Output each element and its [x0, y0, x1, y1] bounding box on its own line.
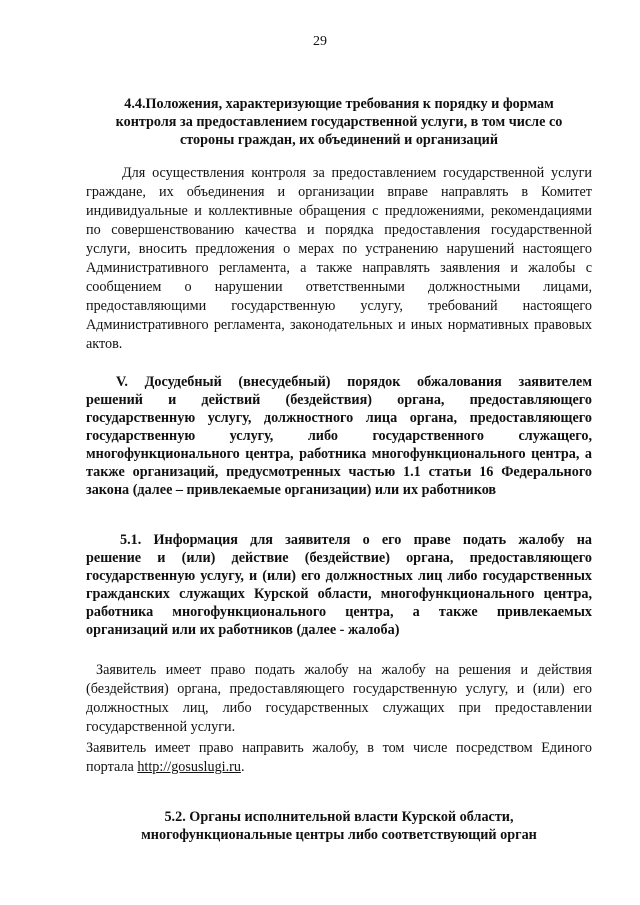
sentence-end: . [240, 759, 245, 775]
title-line: 5.1. Информация для заявителя о его праве подать жалобу на [120, 532, 592, 548]
section-5-1-title [86, 531, 592, 639]
portal-label: портала [86, 759, 138, 775]
title-line: 4.4.Положения, характеризующие требования к порядку и формам [124, 96, 554, 112]
paragraph-line: (бездействия) органа, предоставляющего государственную услугу, и (или) его [86, 681, 592, 697]
section-4-4-title [86, 95, 592, 149]
portal-link[interactable]: http://gosuslugi.ru [137, 759, 241, 775]
paragraph-line: сообщением о нарушении ответственными должностными лицами, [86, 279, 592, 295]
title-line: стороны граждан, их объединений и организаций [179, 132, 499, 148]
title-line: решений и действий (бездействия) органа, предоставляющего [86, 392, 592, 408]
title-line: закона (далее – привлекаемые организации) или их работников [86, 482, 497, 498]
title-line: многофункционального центра, работника многофункционального центра, а [86, 446, 592, 462]
paragraph-line: предоставляющими государственную услугу, требований настоящего [86, 298, 592, 314]
title-line: V. Досудебный (внесудебный) порядок обжалования заявителем [116, 374, 592, 390]
section-4-4-paragraph [86, 164, 592, 354]
title-line: многофункциональные центры либо соответствующий орган [141, 827, 537, 843]
paragraph-line: по совершенствованию качества и порядка предоставления государственной [86, 222, 592, 238]
section-5-2-title [86, 808, 592, 844]
title-line: государственную услугу, и (или) его должностных лиц либо государственных [86, 568, 592, 584]
paragraph-line [86, 758, 592, 777]
paragraph-line: Заявитель имеет право подать жалобу на жалобу на решения и действия [96, 662, 592, 678]
page-number: 29 [313, 34, 327, 49]
paragraph-line: услуги, вносить предложения о мерах по устранению нарушений настоящего [86, 241, 592, 257]
title-line: государственную услугу, либо государственного служащего, [86, 428, 592, 444]
paragraph-line: Административного регламента, законодательных и иных нормативных правовых [86, 317, 592, 333]
title-line: контроля за предоставлением государственной услуги, в том числе со [115, 114, 563, 130]
section-5-1-paragraph-1 [86, 661, 592, 737]
section-5-title [86, 373, 592, 499]
paragraph-line: Для осуществления контроля за предоставлением государственной услуги [122, 165, 592, 181]
paragraph-line: актов. [86, 336, 123, 352]
title-line: гражданских служащих Курской области, многофункционального центра, [86, 586, 592, 602]
paragraph-line: должностных лиц, либо государственных служащих при предоставлении [86, 700, 592, 716]
paragraph-line: индивидуальные и коллективные обращения с предложениями, рекомендациями [86, 203, 592, 219]
title-line: организаций или их работников (далее - жалоба) [86, 622, 400, 638]
title-line: решение и (или) действие (бездействие) органа, предоставляющего [86, 550, 592, 566]
title-line: государственную услугу, должностного лица органа, предоставляющего [86, 410, 592, 426]
title-line: также организаций, предусмотренных частью 1.1 статьи 16 Федерального [86, 464, 592, 480]
paragraph-line: Заявитель имеет право направить жалобу, в том числе посредством Единого [86, 740, 592, 756]
section-5-1-paragraph-2 [86, 739, 592, 777]
title-line: 5.2. Органы исполнительной власти Курской области, [164, 809, 514, 825]
paragraph-line: граждане, их объединения и организации вправе направлять в Комитет [86, 184, 592, 200]
title-line: работника многофункционального центра, а также привлекаемых [86, 604, 592, 620]
paragraph-line: государственной услуги. [86, 719, 236, 735]
paragraph-line: Административного регламента, а также направлять заявления и жалобы с [86, 260, 592, 276]
